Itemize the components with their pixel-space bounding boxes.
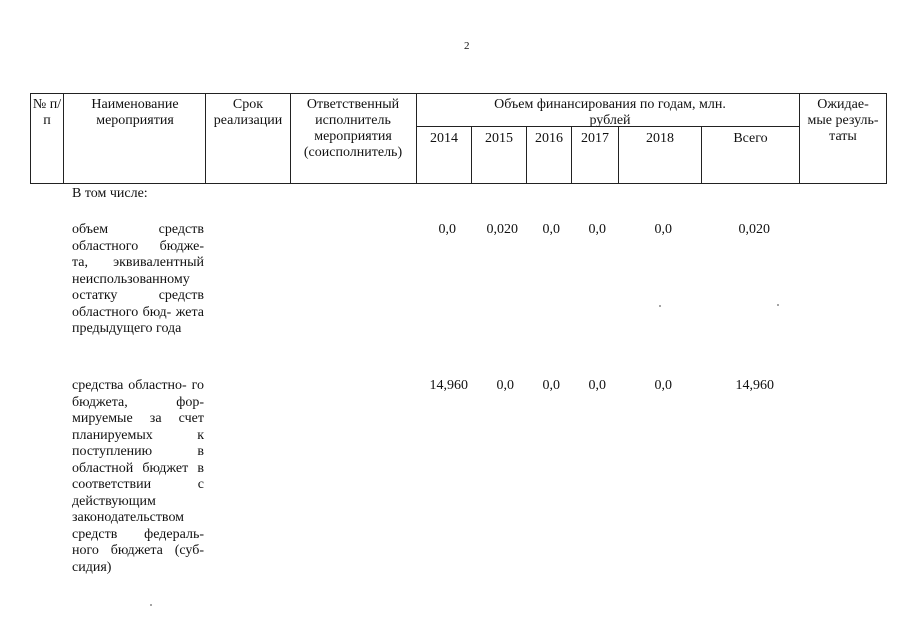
value-2016: 0,0 bbox=[542, 378, 560, 393]
header-num: № п/п bbox=[32, 97, 62, 128]
value-2018: 0,0 bbox=[654, 378, 672, 393]
value-2015: 0,0 bbox=[496, 378, 514, 393]
col-border bbox=[886, 93, 887, 184]
table-bottom-border bbox=[30, 183, 886, 184]
value-2014: 14,960 bbox=[429, 378, 468, 393]
value-2014: 0,0 bbox=[438, 222, 456, 237]
header-term: Срок реализации bbox=[213, 97, 283, 128]
row-description: объем средств областного бюдже- та, эквивалентный неиспользованному остатку средств областного бюд- жета предыдущего года bbox=[72, 222, 204, 336]
col-border bbox=[290, 93, 291, 184]
value-total: 0,020 bbox=[738, 222, 770, 237]
header-year-2015: 2015 bbox=[485, 131, 513, 146]
header-executor: Ответственный исполнитель мероприятия (соисполнитель) bbox=[303, 97, 403, 160]
scan-speck bbox=[777, 304, 779, 306]
value-2016: 0,0 bbox=[542, 222, 560, 237]
header-funding: Объем финансирования по годам, млн. рублей bbox=[494, 97, 726, 128]
col-border bbox=[63, 93, 64, 184]
value-total: 14,960 bbox=[735, 378, 774, 393]
subheading-in-that-number: В том числе: bbox=[72, 186, 148, 201]
value-2018: 0,0 bbox=[654, 222, 672, 237]
page-number: 2 bbox=[464, 40, 470, 52]
col-border bbox=[205, 93, 206, 184]
value-2017: 0,0 bbox=[588, 222, 606, 237]
scan-speck bbox=[150, 604, 152, 606]
value-2015: 0,020 bbox=[486, 222, 518, 237]
header-results: Ожидае- мые резуль- таты bbox=[807, 97, 879, 144]
table-top-border bbox=[30, 93, 886, 94]
row-description: средства областно- го бюджета, фор- мируемые за счет планируемых к поступлению в областной бюджет в соответствии с действующим законодательством средств федераль- ного бюджета (суб- сидия) bbox=[72, 378, 204, 575]
header-year-2014: 2014 bbox=[430, 131, 458, 146]
header-year-2017: 2017 bbox=[581, 131, 609, 146]
header-year-2018: 2018 bbox=[646, 131, 674, 146]
value-2017: 0,0 bbox=[588, 378, 606, 393]
header-total: Всего bbox=[733, 131, 768, 146]
header-year-2016: 2016 bbox=[535, 131, 563, 146]
header-name: Наименование мероприятия bbox=[91, 97, 179, 128]
scan-speck bbox=[659, 305, 661, 307]
col-border bbox=[799, 93, 800, 184]
